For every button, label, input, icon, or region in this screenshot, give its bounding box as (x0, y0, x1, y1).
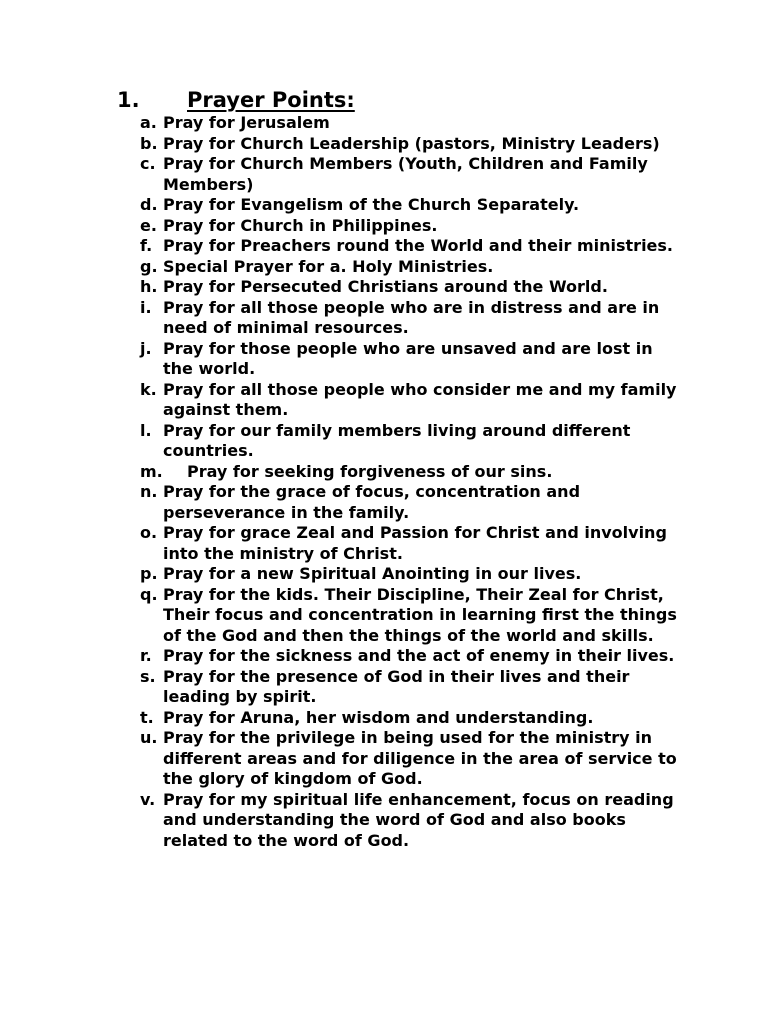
list-item (0, 708, 683, 729)
list-item-marker: c. (140, 154, 156, 173)
list-item-marker: l. (140, 420, 152, 440)
list-item-text: Pray for my spiritual life enhancement, focus on reading and understanding the word of God and also books related to the word of God. (163, 789, 674, 850)
list-item-text: Pray for the kids. Their Discipline, Their Zeal for Christ, Their focus and concentration in learning first the things of the God and then the things of the world and skills. (163, 584, 677, 645)
list-item-marker: i. (140, 297, 152, 317)
list-item (0, 339, 683, 380)
list-item-marker: a. (140, 113, 157, 132)
list-item-marker: v. (140, 789, 156, 809)
list-item-text: Pray for our family members living around different countries. (163, 420, 631, 460)
list-item-text: Pray for the presence of God in their lives and their leading by spirit. (163, 666, 630, 706)
list-item-marker: n. (140, 482, 158, 501)
list-item-text: Pray for all those people who consider me and my family against them. (163, 379, 677, 419)
list-item (0, 216, 683, 237)
list-item-text: Pray for grace Zeal and Passion for Christ and involving into the ministry of Christ. (163, 523, 667, 563)
list-item (0, 421, 683, 462)
list-item (0, 277, 683, 298)
list-item (0, 585, 683, 647)
list-item-marker: r. (140, 646, 152, 665)
list-item (0, 154, 683, 195)
list-item-text: Pray for Church Leadership (pastors, Ministry Leaders) (163, 133, 660, 153)
section-heading (117, 86, 355, 114)
list-item (0, 646, 683, 667)
list-item-marker: k. (140, 379, 157, 399)
list-item (0, 462, 683, 483)
list-item-text: Pray for seeking forgiveness of our sins. (187, 461, 553, 481)
list-item-marker: h. (140, 277, 158, 296)
list-item-marker: u. (140, 728, 158, 747)
list-item-text: Pray for Jerusalem (163, 113, 330, 132)
list-item-text: Pray for all those people who are in distress and are in need of minimal resources. (163, 297, 660, 337)
list-item-marker: g. (140, 256, 158, 276)
list-item (0, 236, 683, 257)
list-item (0, 298, 683, 339)
list-item-marker: b. (140, 133, 158, 153)
list-item-text: Pray for Church Members (Youth, Children and Family Members) (163, 154, 648, 194)
list-item (0, 667, 683, 708)
list-item-text: Special Prayer for a. Holy Ministries. (163, 256, 494, 276)
list-item (0, 195, 683, 216)
list-item-text: Pray for Persecuted Christians around the World. (163, 277, 608, 296)
list-item-marker: m. (140, 461, 163, 481)
list-item (0, 380, 683, 421)
prayer-points-list (0, 113, 768, 851)
list-item-marker: q. (140, 584, 158, 604)
list-item (0, 482, 683, 523)
list-item-marker: j. (140, 338, 152, 358)
list-item (0, 113, 683, 134)
list-item-text: Pray for Evangelism of the Church Separately. (163, 195, 580, 214)
list-item-marker: e. (140, 215, 157, 235)
list-item-text: Pray for the sickness and the act of enemy in their lives. (163, 646, 675, 665)
list-item-text: Pray for the grace of focus, concentration and perseverance in the family. (163, 482, 581, 522)
list-item-text: Pray for Church in Philippines. (163, 215, 438, 235)
list-item-marker: t. (140, 707, 154, 727)
list-item-marker: f. (140, 236, 153, 255)
list-item (0, 257, 683, 278)
list-item (0, 523, 683, 564)
list-item (0, 134, 683, 155)
section-number: 1. (117, 88, 140, 112)
list-item (0, 564, 683, 585)
list-item (0, 728, 683, 790)
list-item-text: Pray for the privilege in being used for the ministry in different areas and for diligence in the area of service to the glory of kingdom of God. (163, 728, 677, 788)
list-item-marker: o. (140, 523, 158, 542)
list-item-text: Pray for a new Spiritual Anointing in our lives. (163, 564, 582, 583)
list-item-text: Pray for Preachers round the World and their ministries. (163, 236, 674, 255)
list-item-text: Pray for Aruna, her wisdom and understanding. (163, 707, 594, 727)
list-item (0, 790, 683, 852)
list-item-marker: s. (140, 666, 156, 686)
section-title: Prayer Points: (187, 88, 355, 112)
list-item-marker: p. (140, 564, 158, 583)
list-item-marker: d. (140, 195, 158, 214)
list-item-text: Pray for those people who are unsaved and are lost in the world. (163, 338, 653, 378)
